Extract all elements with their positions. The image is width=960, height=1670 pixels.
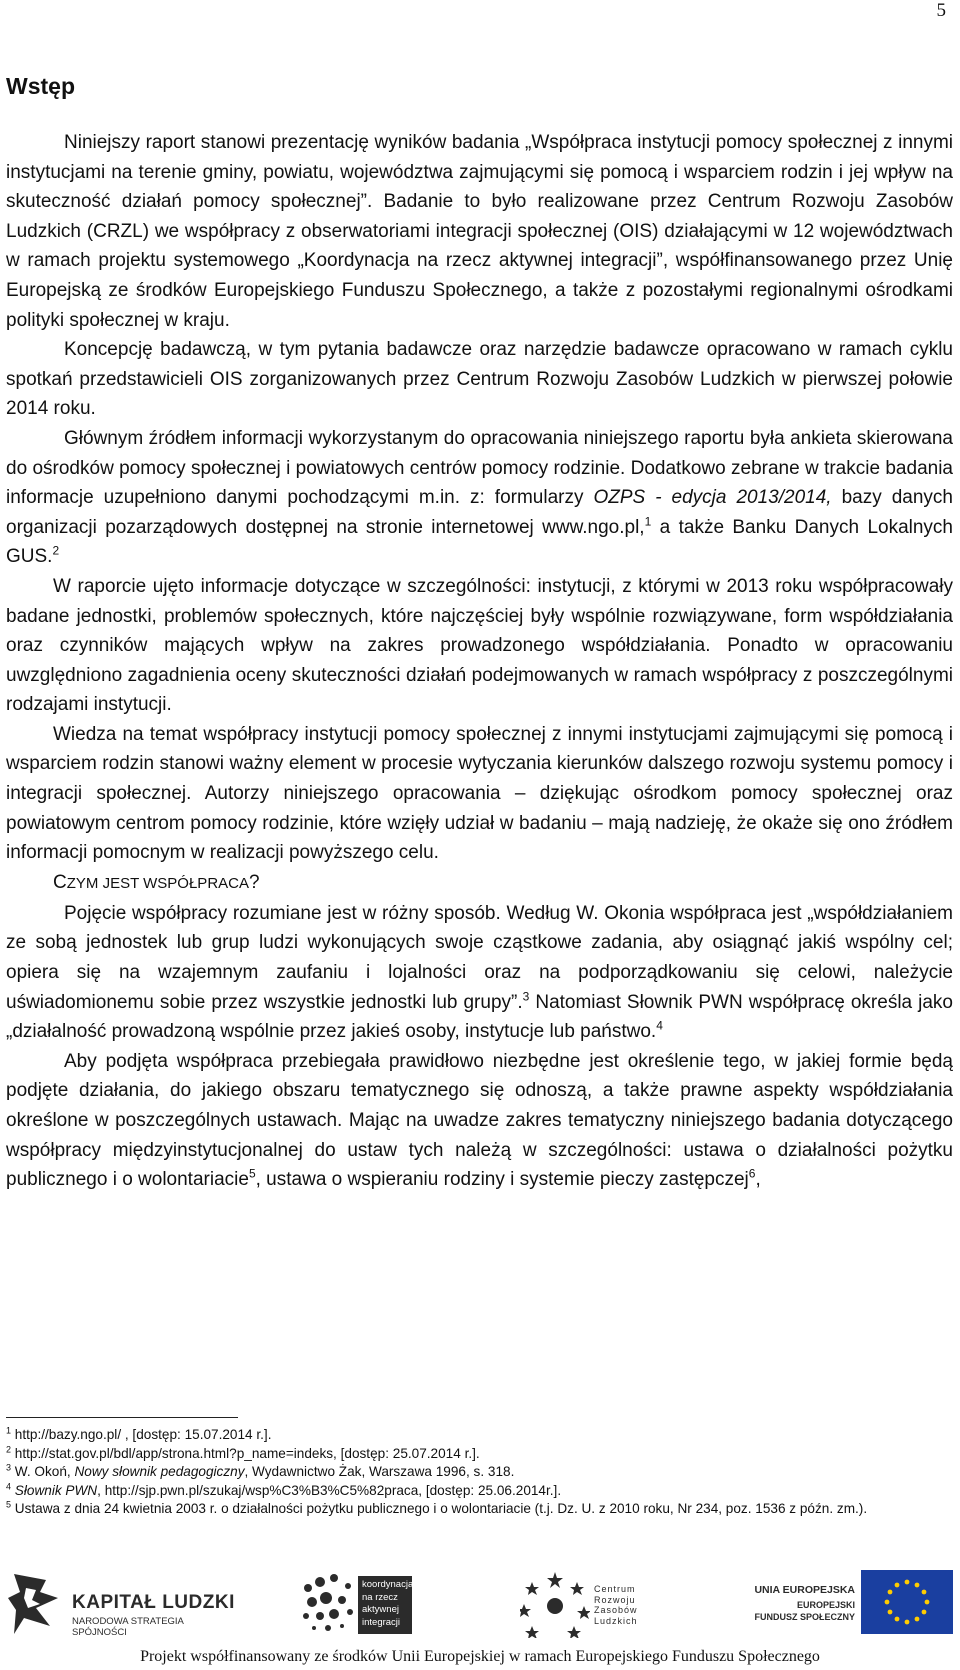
kapital-ludzki-logo [6, 1568, 236, 1638]
main-text [6, 128, 953, 1195]
footnote-ref-1: 1 [644, 514, 652, 529]
koordynacja-label-box: koordynacja na rzecz aktywnej integracji [358, 1576, 412, 1634]
footnotes [6, 1426, 946, 1519]
eu-fund-line1: EUROPEJSKI [796, 1600, 855, 1610]
footer-funding-note: Projekt współfinansowany ze środków Unii Europejskiej w ramach Europejskiego Funduszu Społecznego [140, 1648, 820, 1665]
eu-title: UNIA EUROPEJSKA [754, 1584, 855, 1596]
footnote-separator [6, 1417, 238, 1418]
crzl-name: Centrum Rozwoju Zasobów Ludzkich [594, 1584, 638, 1626]
footnote-2: $^2$ http://stat.gov.pl/bdl/app/strona.html?p_name=indeks, [dostęp: 25.07.2014 r.]. [6, 1443, 480, 1461]
section-heading: Wstęp [6, 73, 75, 99]
footnote-ref-6: 6 [748, 1166, 756, 1181]
footnote-4: $^4$ Słownik PWN, http://sjp.pwn.pl/szukaj/wsp%C3%B3%C5%82praca, [dostęp: 25.06.2014r.]. [6, 1480, 562, 1498]
eu-logo [735, 1568, 957, 1638]
paragraph-concept: Koncepcję badawczą, w tym pytania badawcze oraz narzędzie badawcze opracowano w ramach cyklu spotkań przedstawicieli OIS zorganizowanych przez Centrum Rozwoju Zasobów Ludzkich w pierwszej połowie 2014 roku. [6, 339, 953, 420]
footnote-ref-3: 3 [522, 989, 530, 1004]
page-number: 5 [936, 0, 946, 21]
paragraph-scope: W raporcie ujęto informacje dotyczące w szczególności: instytucji, z którymi w 2013 roku współpracowały badane jednostki, problemów społecznych, które najczęściej były wspólnie rozwiązywane, form współdziałania oraz czynników mających wpływ na zakres prowadzonego współdziałania. Ponadto w opracowaniu uwzględniono zagadnienia oceny skuteczności działań podejmowanych w ramach współpracy z poszczególnymi rodzajami instytucji. [6, 575, 953, 716]
kapital-ludzki-emblem-icon [6, 1568, 66, 1638]
koordynacja-logo [298, 1568, 418, 1638]
eu-fund-line2: FUNDUSZ SPOŁECZNY [754, 1612, 855, 1622]
logo-bar [0, 1568, 960, 1646]
paragraph-legal: Aby podjęta współpraca przebiegała prawidłowo niezbędne jest określenie tego, w jakiej formie będą podjęte działania, do jakiego obszaru tematycznego się odnoszą, a także prawne aspekty współdziałania określone w poszczególnych ustawach. Mając na uwadze zakres tematyczny niniejszego badania dotyczącego współpracy międzyinstytucjonalnej do ustaw tych należą w szczególności: ustawa o działalności pożytku publicznego i o wolontariacie$^5$, ustawa o wspieraniu rodziny i systemie pieczy zastępczej$^6$, [6, 1050, 953, 1191]
footnote-3: $^3$ W. Okoń, Nowy słownik pedagogiczny, Wydawnictwo Żak, Warszawa 1996, s. 318. [6, 1462, 515, 1479]
eu-flag-icon [861, 1570, 953, 1634]
kapital-ludzki-title: KAPITAŁ LUDZKI [72, 1592, 235, 1613]
paragraph-definition: Pojęcie współpracy rozumiane jest w różny sposób. Według W. Okonia współpraca jest „współdziałaniem ze sobą jednostek lub grup ludzi wykonujących swoje cząstkowe zadania, aby osiągnąć jakiś wspólny cel; opiera się na wzajemnym zaufaniu i lojalności oraz na podporządkowaniu się celowi, należycie uświadomionemu sobie przez wszystkie jednostki lub grupy”.$^3$ Natomiast Słownik PWN współpracę określa jako „działalność prowadzoną wspólnie przez jakieś osoby, instytucje lub państwo.$^4$ [6, 902, 953, 1043]
footnote-ref-4: 4 [656, 1018, 663, 1033]
paragraph-sources: Głównym źródłem informacji wykorzystanym do opracowania niniejszego raportu była ankieta skierowana do ośrodków pomocy społecznej i powiatowych centrów pomocy rodzinie. Dodatkowo zebrane w trakcie badania informacje uzupełniono danymi pochodzącymi m.in. z: formularzy OZPS - edycja 2013/2014, bazy danych organizacji pozarządowych dostępnej na stronie internetowej www.ngo.pl,$^1$ a także Banku Danych Lokalnych GUS.$^2$ [6, 427, 953, 568]
italic-ozps: OZPS - edycja 2013/2014, [593, 487, 832, 509]
paragraph-knowledge: Wiedza na temat współpracy instytucji pomocy społecznej z innymi instytucjami zajmującymi się pomocą i wsparciem rodzin stanowi ważny element w procesie wytyczania kierunków dalszego rozwoju systemu pomocy i integracji społecznej. Autorzy niniejszego opracowania – dziękując ośrodkom pomocy społecznej oraz powiatowym centrom pomocy rodzinie, które wzięły udział w badaniu – mają nadzieję, że okaże się ono źródłem informacji pomocnym w realizacji powyższego celu. [6, 723, 953, 864]
footnote-5: $^5$ Ustawa z dnia 24 kwietnia 2003 r. o działalności pożytku publicznego i o wolontariacie (t.j. Dz. U. z 2010 roku, Nr 234, poz. 1536 z późn. zm.). [6, 1499, 868, 1516]
kapital-ludzki-subtitle: NARODOWA STRATEGIA SPÓJNOŚCI [72, 1616, 184, 1638]
paragraph-intro: Niniejszy raport stanowi prezentację wyników badania „Współpraca instytucji pomocy społecznej z innymi instytucjami na terenie gminy, powiatu, województwa zajmującymi się pomocą i wsparciem rodzin i jej wpływ na skuteczność działań pomocy społecznej”. Badanie to było realizowane przez Centrum Rozwoju Zasobów Ludzkich (CRZL) we współpracy z obserwatoriami integracji społecznej (OIS) działającymi w 12 województwach w ramach projektu systemowego „Koordynacja na rzecz aktywnej integracji”, współfinansowanego przez Unię Europejską ze środków Europejskiego Funduszu Społecznego, a także z pozostałymi regionalnymi ośrodkami polityki społecznej w kraju. [6, 132, 953, 331]
footnote-ref-5: 5 [248, 1166, 256, 1181]
crzl-star-ring-icon [520, 1568, 590, 1638]
koordynacja-dots-icon [298, 1568, 360, 1638]
footnote-1: $^1$ http://bazy.ngo.pl/ , [dostęp: 15.07.2014 r.]. [6, 1425, 272, 1442]
footnote-ref-2: 2 [52, 543, 60, 558]
crzl-logo [520, 1568, 650, 1638]
subheading: CZYM JEST WSPÓŁPRACA? [53, 871, 260, 893]
